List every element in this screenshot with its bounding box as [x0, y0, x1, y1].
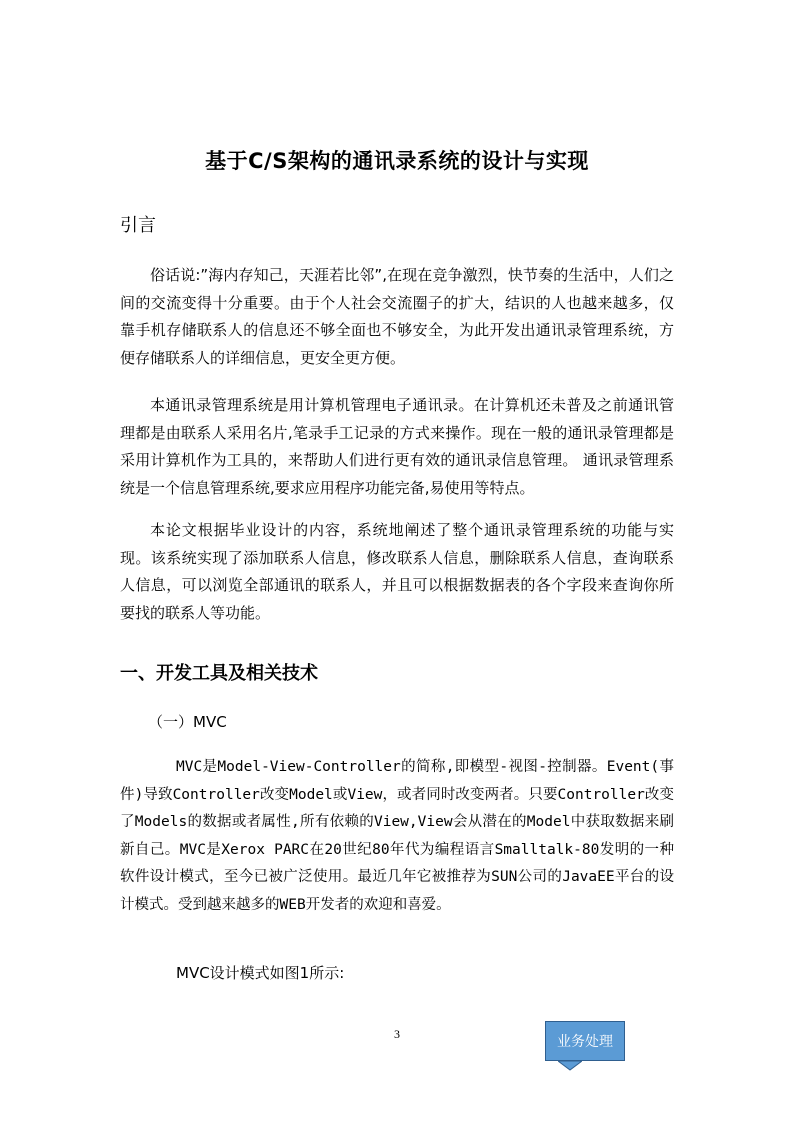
callout-pointer-icon — [558, 1061, 582, 1071]
intro-paragraph-3: 本论文根据毕业设计的内容，系统地阐述了整个通讯录管理系统的功能与实现。该系统实现了添加联系人信息，修改联系人信息，删除联系人信息，查询联系人信息，可以浏览全部通讯的联系人，并且可以根据数据表的各个字段来查询你所要找的联系人等功能。 — [120, 521, 674, 622]
business-process-box: 业务处理 — [545, 1021, 625, 1061]
section-heading-tools: 一、开发工具及相关技术 — [120, 663, 318, 684]
subsection-heading-mvc: （一）MVC — [148, 713, 227, 731]
page-number: 3 — [394, 1027, 400, 1041]
figure-caption: MVC设计模式如图1所示: — [176, 964, 345, 982]
intro-paragraph-2: 本通讯录管理系统是用计算机管理电子通讯录。在计算机还未普及之前通讯管理都是由联系人采用名片,笔录手工记录的方式来操作。现在一般的通讯录管理都是采用计算机作为工具的，来帮助人们进行更有效的通讯录信息管理。 通讯录管理系统是一个信息管理系统,要求应用程序功能完备,易使用等特点。 — [120, 396, 674, 497]
mvc-paragraph: MVC是Model-View-Controller的简称,即模型-视图-控制器。Event(事件)导致Controller改变Model或View，或者同时改变两者。只要Controller改变了Models的数据或者属性,所有依赖的View,View会从潜在的Model中获取数据来刷新自己。MVC是Xerox PARC在20世纪80年代为编程语言Smalltalk-80发明的一种软件设计模式，至今已被广泛使用。最近几年它被推荐为SUN公司的JavaEE平台的设计模式。受到越来越多的WEB开发者的欢迎和喜爱。 — [120, 759, 674, 913]
intro-paragraph-1: 俗话说:”海内存知己，天涯若比邻”,在现在竞争激烈，快节奏的生活中，人们之间的交流变得十分重要。由于个人社会交流圈子的扩大，结识的人也越来越多，仅靠手机存储联系人的信息还不够全面也不够安全，为此开发出通讯录管理系统，方便存储联系人的详细信息，更安全更方便。 — [120, 266, 674, 367]
intro-heading: 引言 — [120, 215, 156, 236]
paper-title: 基于C/S架构的通讯录系统的设计与实现 — [205, 149, 589, 173]
